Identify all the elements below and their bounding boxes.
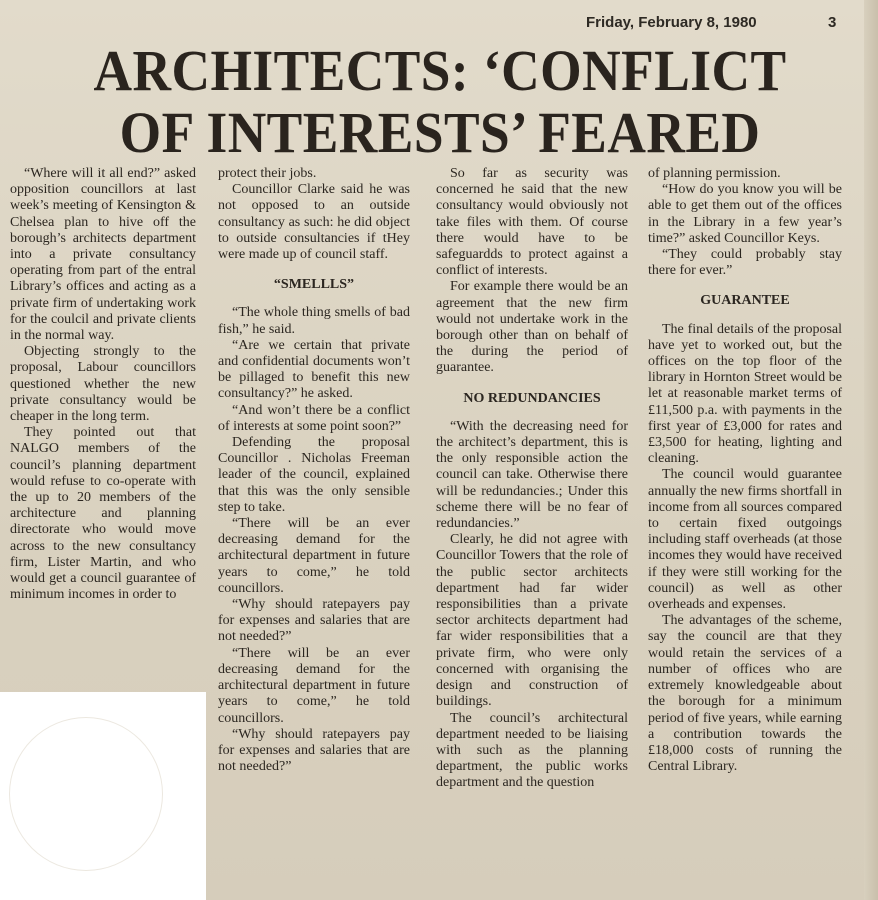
article-column-1 <box>10 166 196 603</box>
headline-line-2: OF INTERESTS’ FEARED <box>119 100 761 165</box>
paragraph: “Why should ratepayers pay for expenses and salaries that are not needed?” <box>218 726 410 775</box>
paragraph: “Are we certain that private and confidential documents won’t be pillaged to benefit this new consultancy?” he asked. <box>218 337 410 402</box>
page-number: 3 <box>828 14 837 31</box>
headline-line-1: ARCHITECTS: ‘CONFLICT <box>93 38 787 103</box>
issue-date: Friday, February 8, 1980 <box>586 14 757 31</box>
page-edge <box>864 0 878 900</box>
paragraph: protect their jobs. <box>218 166 317 181</box>
paragraph: “They could probably stay there for ever.” <box>648 247 842 279</box>
paragraph: “The whole thing smells of bad fish,” he said. <box>218 305 410 337</box>
paragraph: The council would guarantee annually the new firms shortfall in income from all sources compared to certain fixed outgoings including staff overheads (at those incomes they would have received if they were still working for the council) as well as other overheads and expenses. <box>648 467 842 613</box>
article-column-2 <box>218 166 410 775</box>
paragraph: Clearly, he did not agree with Councillor Towers that the role of the public sector architects department had far wider responsibilities than a private sector architects department had far wider responsibilities that a private firm, who were only concerned with organising the design and construction of buildings. <box>436 532 628 710</box>
subheading-guarantee: GUARANTEE <box>700 293 790 309</box>
paragraph: “How do you know you will be able to get them out of the offices in the Library in a few year’s time?” asked Councillor Keys. <box>648 182 842 246</box>
blank-circle-overlay <box>10 718 162 870</box>
article-column-4 <box>648 166 842 775</box>
paragraph: “Why should ratepayers pay for expenses and salaries that are not needed?” <box>218 597 410 645</box>
paragraph: “There will be an ever decreasing demand for the architectural department in future years to come,” he told councillors. <box>218 516 410 596</box>
paragraph: For example there would be an agreement that the new firm would not undertake work in the borough other than on behalf of the during the period of guarantee. <box>436 279 628 376</box>
paragraph: The advantages of the scheme, say the council are that they would retain the services of a number of offices who are extremely knowledgeable about the borough for a minimum period of five years, while earning a contribution towards the £18,000 costs of running the Central Library. <box>648 613 842 775</box>
paragraph: Councillor Clarke said he was not opposed to an outside consultancy as such: he did object to outside consultancies if tHey were made up of council staff. <box>218 182 410 263</box>
paragraph: The final details of the proposal have yet to worked out, but the offices on the top floor of the library in Hornton Street would be let at reasonable market terms of £11,500 p.a. with payments in the first year of £3,000 for rates and £3,500 for heating, lighting and cleaning. <box>648 321 842 467</box>
subheading-no-redundancies: NO REDUNDANCIES <box>463 390 601 406</box>
paragraph: They pointed out that NALGO members of the council’s planning department would refuse to co-operate with the up to 20 members of the architecture and planning directorate who would move across to the new consultancy firm, Lister Martin, and who would get a council guarantee of minimum incomes in order to <box>10 425 196 603</box>
subheading-smells: “SMELLLS” <box>273 277 355 293</box>
paragraph: So far as security was concerned he said that the new consultancy would obviously not take files with them. Of course there would have to be safeguardds to protect against a conflict of interests. <box>436 166 628 279</box>
paragraph: “Where will it all end?” asked opposition councillors at last week’s meeting of Kensington & Chelsea plan to hive off the borough’s architects department into a private consultancy operating from part of the entral Library’s offices and acting as a private firm of undertaking work for the coulcil and private clients in the normal way. <box>10 166 196 344</box>
paragraph: The council’s architectural department needed to be liaising with such as the planning department, the public works department and the question <box>436 710 628 791</box>
paragraph: “With the decreasing need for the architect’s department, this is the only responsible action the council can take. Otherwise there will be redundancies.; Under this scheme there will be no fear of redundancies.” <box>436 418 628 532</box>
headline <box>90 40 789 164</box>
paragraph: of planning permission. <box>648 166 781 181</box>
paragraph: Objecting strongly to the proposal, Labour councillors questioned whether the new private consultancy would be cheaper in the long term. <box>10 344 196 425</box>
paragraph: “There will be an ever decreasing demand for the architectural department in future years to come,” he told councillors. <box>218 645 410 726</box>
paragraph: Defending the proposal Councillor . Nicholas Freeman leader of the council, explained that this was the only sensible step to take. <box>218 435 410 515</box>
article-column-3 <box>436 166 628 792</box>
paragraph: “And won’t there be a conflict of interests at some point soon?” <box>218 402 410 434</box>
